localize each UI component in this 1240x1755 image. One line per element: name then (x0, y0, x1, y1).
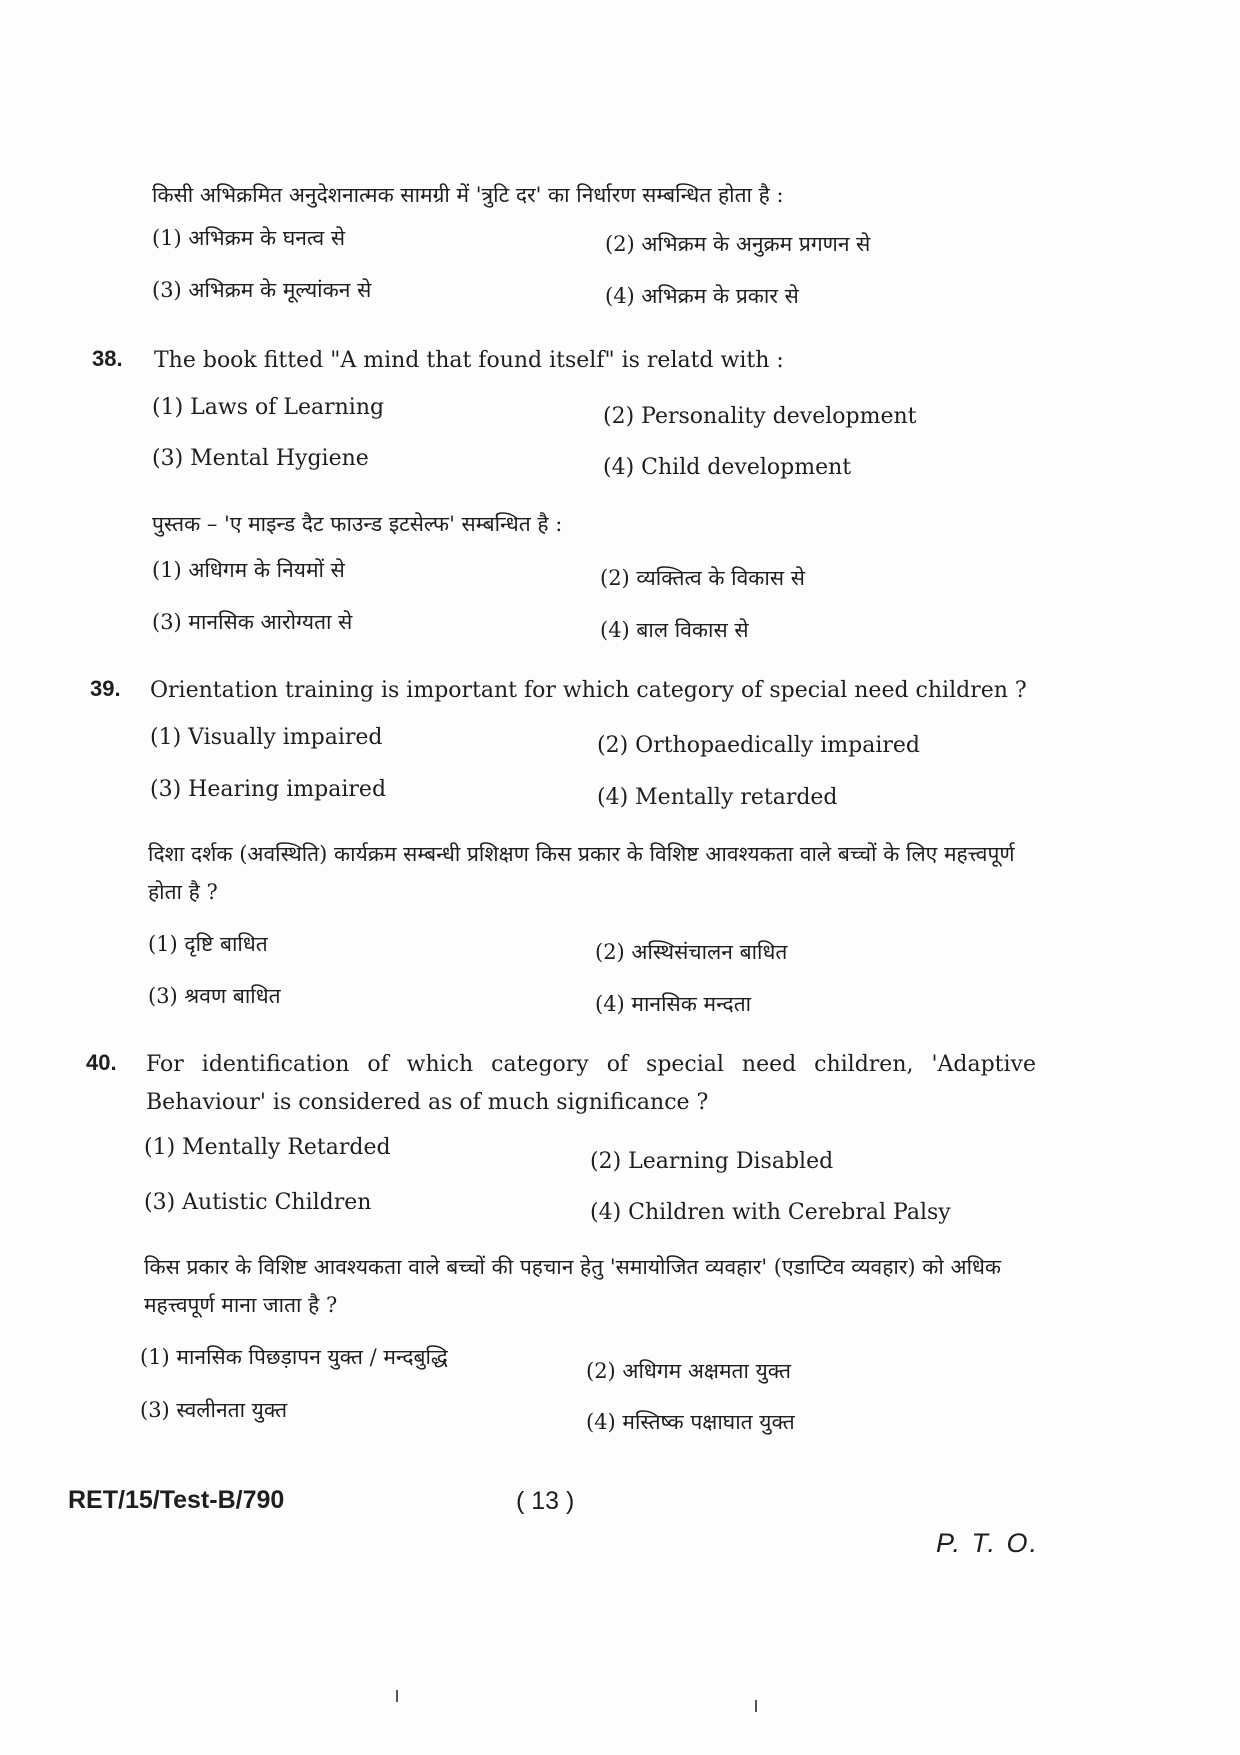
question-38-option-4-hindi: (4) बाल विकास से (600, 618, 749, 642)
question-39-option-2-hindi: (2) अस्थिसंचालन बाधित (595, 940, 788, 964)
intro-option-3-hindi: (3) अभिक्रम के मूल्यांकन से (152, 278, 372, 302)
question-39-number: 39. (90, 676, 121, 701)
question-40-option-1-hindi: (1) मानसिक पिछड़ापन युक्त / मन्दबुद्धि (140, 1345, 448, 1369)
question-38-option-2-hindi: (2) व्यक्तित्व के विकास से (600, 566, 805, 590)
question-39-option-4-english: (4) Mentally retarded (597, 785, 838, 810)
question-39-stem-english: Orientation training is important for which category of special need children ? (150, 678, 1027, 703)
question-39-option-1-hindi: (1) दृष्टि बाधित (148, 932, 268, 956)
intro-option-2-hindi: (2) अभिक्रम के अनुक्रम प्रगणन से (605, 232, 871, 256)
scan-speck (396, 1690, 398, 1702)
question-38-option-1-hindi: (1) अधिगम के नियमों से (152, 558, 345, 582)
question-40-option-2-hindi: (2) अधिगम अक्षमता युक्त (586, 1359, 792, 1383)
question-40-option-3-english: (3) Autistic Children (144, 1190, 372, 1215)
question-39-option-3-hindi: (3) श्रवण बाधित (148, 984, 281, 1008)
question-38-option-3-english: (3) Mental Hygiene (152, 446, 369, 471)
intro-stem-hindi: किसी अभिक्रमित अनुदेशनात्मक सामग्री में 'त्रुटि दर' का निर्धारण सम्बन्धित होता है : (152, 183, 784, 207)
question-39-option-4-hindi: (4) मानसिक मन्दता (595, 992, 752, 1016)
question-39-option-1-english: (1) Visually impaired (150, 725, 383, 750)
question-40-option-4-hindi: (4) मस्तिष्क पक्षाघात युक्त (586, 1410, 795, 1434)
question-39-stem-hindi: दिशा दर्शक (अवस्थिति) कार्यक्रम सम्बन्धी प्रशिक्षण किस प्रकार के विशिष्ट आवश्यकता वाले बच्चों के लिए महत्त्वपूर्ण होता है ? (148, 842, 1015, 904)
question-40-option-4-english: (4) Children with Cerebral Palsy (590, 1200, 951, 1225)
question-40-option-1-english: (1) Mentally Retarded (144, 1135, 391, 1160)
question-40-stem-english: For identification of which category of special need children, 'Adaptive Behaviour' is considered as of much significance ? (146, 1052, 1036, 1115)
intro-option-1-hindi: (1) अभिक्रम के घनत्व से (152, 226, 346, 250)
scan-speck (755, 1700, 757, 1712)
question-38-number: 38. (92, 346, 123, 371)
question-38-stem-hindi: पुस्तक – 'ए माइन्ड दैट फाउन्ड इटसेल्फ' सम्बन्धित है : (152, 512, 563, 536)
question-40-option-2-english: (2) Learning Disabled (590, 1149, 834, 1174)
paper-code: RET/15/Test-B/790 (68, 1486, 285, 1514)
please-turn-over: P. T. O. (936, 1528, 1040, 1558)
question-39-option-2-english: (2) Orthopaedically impaired (597, 733, 920, 758)
question-38-option-1-english: (1) Laws of Learning (152, 395, 385, 420)
question-38-option-4-english: (4) Child development (603, 455, 852, 480)
question-40-number: 40. (86, 1050, 117, 1075)
question-40-option-3-hindi: (3) स्वलीनता युक्त (140, 1398, 288, 1422)
page-number: ( 13 ) (516, 1487, 575, 1515)
question-38-option-2-english: (2) Personality development (603, 404, 917, 429)
question-38-stem-english: The book fitted "A mind that found itself" is relatd with : (154, 348, 784, 373)
question-40-stem-hindi: किस प्रकार के विशिष्ट आवश्यकता वाले बच्चों की पहचान हेतु 'समायोजित व्यवहार' (एडाप्टिव व्यवहार) को अधिक महत्त्वपूर्ण माना जाता है ? (144, 1255, 1002, 1317)
question-39-option-3-english: (3) Hearing impaired (150, 777, 387, 802)
question-38-option-3-hindi: (3) मानसिक आरोग्यता से (152, 610, 353, 634)
intro-option-4-hindi: (4) अभिक्रम के प्रकार से (605, 284, 799, 308)
